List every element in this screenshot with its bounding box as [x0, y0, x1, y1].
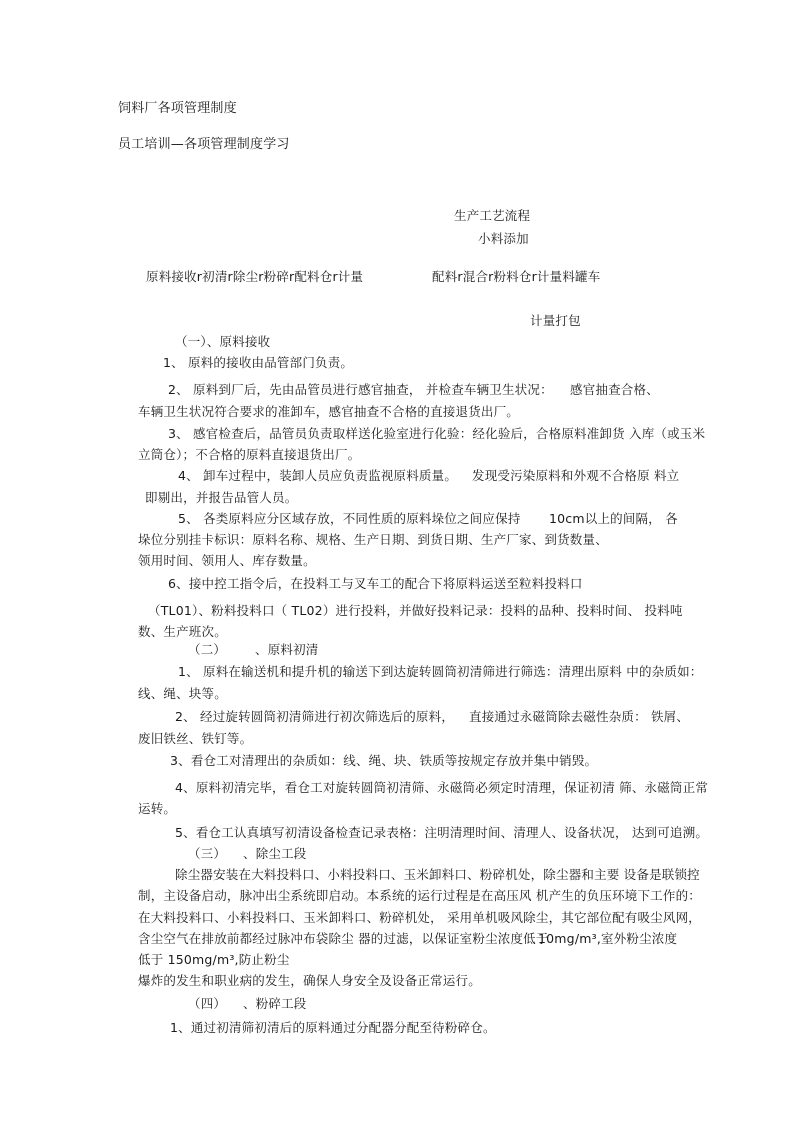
paragraph: 线、绳、块等。: [138, 686, 227, 701]
paragraph: 3、看仓工对清理出的杂质如：线、绳、块、铁质等按规定存放并集中销毁。: [170, 753, 598, 768]
paragraph: 5、 各类原料应分区域存放，不同性质的原料垛位之间应保持: [178, 511, 521, 526]
paragraph: 含尘空气在排放前都经过脉冲布袋除尘 器的过滤，以保证室粉尘浓度低于: [138, 931, 549, 946]
paragraph: 直接通过永磁筒除去磁性杂质： 铁屑、: [469, 709, 690, 724]
paragraph: 制，主设备启动，脉冲出尘系统即启动。本系统的运行过程是在高压风 机产生的负压环境下工作的：: [138, 888, 701, 903]
paragraph: 4、原料初清完毕，看仓工对旋转圆筒初清筛、永磁筒必须定时清理，保证初清 筛、永磁筒正常: [175, 780, 709, 795]
paragraph: 除尘器安装在大料投料口、小料投料口、玉米卸料口、粉碎机处，除尘器和主要 设备是联锁控: [175, 867, 700, 882]
flow-pack: 计量打包: [530, 313, 581, 328]
section-heading-2-number: （二）: [188, 642, 227, 657]
paragraph: 垛位分别挂卡标识：原料名称、规格、生产日期、到货日期、生产厂家、到货数量、: [138, 532, 608, 547]
paragraph: 废旧铁丝、铁钉等。: [138, 731, 253, 746]
paragraph: 5、看仓工认真填写初清设备检查记录表格：注明清理时间、清理人、设备状况， 达到可追溯。: [175, 825, 709, 840]
document-subtitle: 员工培训—各项管理制度学习: [118, 137, 290, 152]
paragraph: 低于 150mg/m³,防止粉尘: [138, 952, 290, 967]
flow-line-right: 配料r混合r粉料仓r计量料罐车: [432, 269, 601, 284]
paragraph: （TL01）、粉料投料口（ TL02）进行投料，并做好投料记录：投料的品种、投料时间、 投料吨: [148, 603, 683, 618]
paragraph: 发现受污染原料和外观不合格原 料立: [472, 468, 680, 483]
paragraph: 2、 原料到厂后，先由品管员进行感官抽查， 并检查车辆卫生状况：: [168, 382, 553, 397]
section-heading-3: 、除尘工段: [243, 846, 307, 861]
paragraph: 车辆卫生状况符合要求的准卸车，感官抽查不合格的直接退货出厂。: [138, 404, 520, 419]
flow-title: 生产工艺流程: [454, 208, 531, 223]
paragraph: 数、生产班次。: [138, 624, 227, 639]
paragraph: 6、接中控工指令后，在投料工与叉车工的配合下将原料运送至粒料投料口: [168, 576, 583, 591]
paragraph: 1、 原料在输送机和提升机的输送下到达旋转圆筒初清筛进行筛选：清理出原料 中的杂质如：: [178, 664, 703, 679]
section-heading-4: 、粉碎工段: [243, 996, 307, 1011]
paragraph: 1、通过初清筛初清后的原料通过分配器分配至待粉碎仓。: [170, 1020, 496, 1035]
flow-small-add: 小料添加: [478, 231, 529, 246]
paragraph: 4、 卸车过程中，装卸人员应负责监视原料质量。: [178, 468, 458, 483]
section-heading-2: 、原料初清: [255, 642, 319, 657]
paragraph: 即剔出，并报告品管人员。: [145, 490, 298, 505]
paragraph: 在大料投料口、小料投料口、玉米卸料口、粉碎机处， 采用单机吸风除尘，其它部位配有吸尘风网，: [138, 910, 701, 925]
paragraph: 爆炸的发生和职业病的发生，确保人身安全及设备正常运行。: [138, 973, 481, 988]
flow-line-left: 原料接收r初清r除尘r粉碎r配料仓r计量: [146, 269, 364, 284]
paragraph: 立筒仓）；不合格的原料直接退货出厂。: [138, 447, 361, 462]
paragraph: 1、 原料的接收由品管部门负责。: [163, 355, 354, 370]
section-heading-4-number: （四）: [188, 996, 227, 1011]
paragraph: 10cm以上的间隔， 各: [549, 511, 678, 526]
paragraph: 运转。: [138, 801, 177, 816]
paragraph: 10mg/m³,室外粉尘浓度: [538, 931, 678, 946]
section-heading-3-number: （三）: [188, 846, 227, 861]
section-heading-1: （一）、原料接收: [175, 334, 271, 349]
document-title: 饲料厂各项管理制度: [118, 101, 237, 116]
paragraph: 2、 经过旋转圆筒初清筛进行初次筛选后的原料，: [175, 709, 455, 724]
paragraph: 3、 感官检查后，品管员负责取样送化验室进行化验：经化验后，合格原料准卸货 入库（或玉米: [168, 426, 706, 441]
paragraph: 感官抽查合格、: [570, 382, 659, 397]
paragraph: 领用时间、领用人、库存数量。: [138, 553, 316, 568]
